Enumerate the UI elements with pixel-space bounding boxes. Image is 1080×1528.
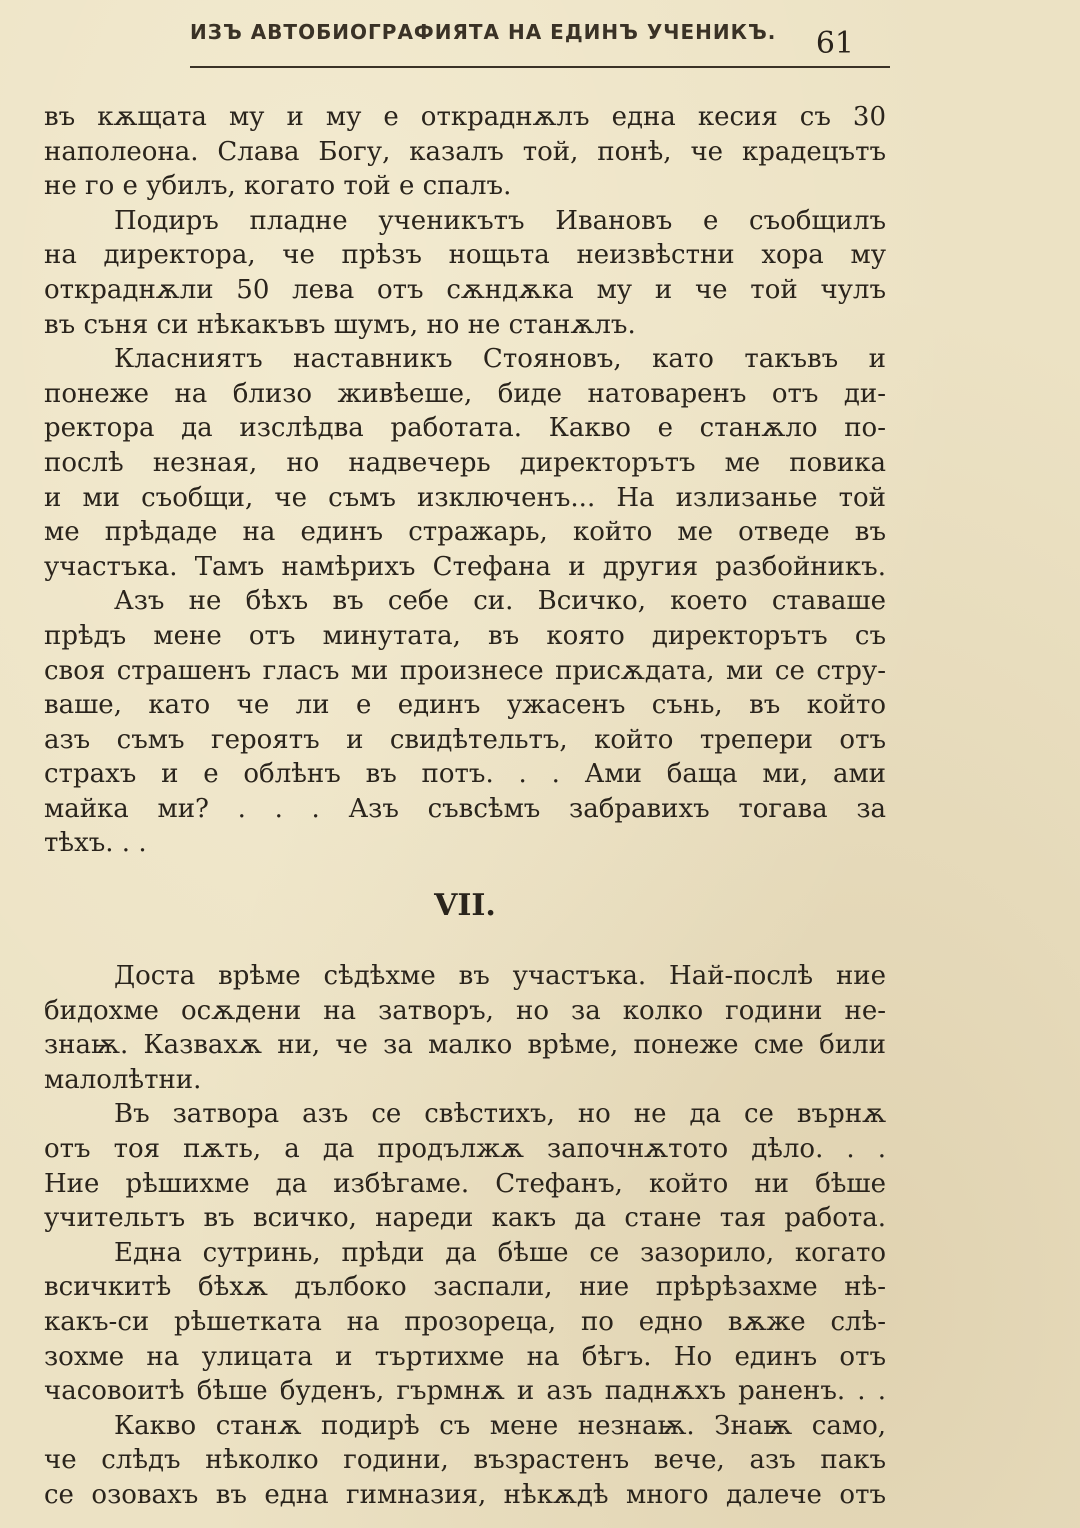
- text-line: Подиръ пладне ученикътъ Ивановъ е съобщилъ: [114, 205, 886, 236]
- text-line: Въ затвора азъ се свѣстихъ, но не да се върнѫ: [114, 1099, 886, 1130]
- text-line: Една сутринь, прѣди да бѣше се зазорило, когато: [114, 1237, 886, 1268]
- text-line: знаѭ. Казвахѫ ни, че за малко врѣме, понеже сме били: [44, 1030, 886, 1061]
- section-gap: [44, 943, 886, 959]
- text-line: малолѣтни.: [44, 1064, 202, 1095]
- text-line: и ми съобщи, че съмъ изключенъ... На излизанье той: [44, 482, 886, 513]
- text-line: азъ съмъ героятъ и свидѣтельтъ, който трепери отъ: [44, 724, 886, 755]
- text-line: въ кѫщата му и му е откраднѫлъ една кесия съ 30: [44, 102, 886, 132]
- text-line: послѣ незная, но надвечерь директорътъ ме повика: [44, 447, 886, 478]
- text-line: ме прѣдаде на единъ стражарь, който ме отведе въ: [44, 517, 886, 548]
- text-line: на директора, че прѣзъ нощьта неизвѣстни хора му: [44, 240, 886, 271]
- text-line: Ние рѣшихме да избѣгаме. Стефанъ, който ни бѣше: [44, 1168, 886, 1199]
- text-line: Класниятъ наставникъ Стояновъ, като такъвъ и: [114, 344, 886, 375]
- text-line: Доста врѣме сѣдѣхме въ участъка. Най-послѣ ние: [114, 961, 886, 992]
- text-line: понеже на близо живѣеше, биде натоваренъ отъ ди-: [44, 378, 886, 409]
- text-line: учительтъ въ всичко, нареди какъ да стане тая работа.: [44, 1203, 886, 1234]
- text-line: че слѣдъ нѣколко години, възрастенъ вече, азъ пакъ: [44, 1445, 886, 1476]
- text-line: бидохме осѫдени на затворъ, но за колко години не-: [44, 995, 886, 1026]
- page-body: [44, 100, 886, 1513]
- running-title: ИЗЪ АВТОБИОГРАФИЯТА НА ЕДИНЪ УЧЕНИКЪ.: [190, 20, 777, 44]
- text-line: ректора да изслѣдва работата. Какво е станѫло по-: [44, 413, 886, 444]
- text-line: страхъ и е облѣнъ въ потъ. . . Ами баща ми, ами: [44, 759, 886, 790]
- page-number: 61: [815, 26, 854, 61]
- section-heading: VII.: [434, 888, 496, 924]
- text-line: Азъ не бѣхъ въ себе си. Всичко, което ставаше: [114, 586, 886, 617]
- text-line: участъка. Тамъ намѣрихъ Стефана и другия разбойникъ.: [44, 551, 886, 582]
- text-line: майка ми? . . . Азъ съвсѣмъ забравихъ тогава за: [44, 793, 886, 824]
- text-line: ваше, като че ли е единъ ужасенъ сънь, въ който: [44, 690, 886, 721]
- text-line: не го е убилъ, когато той е спалъ.: [44, 171, 512, 202]
- text-line: зохме на улицата и търтихме на бѣгъ. Но единъ отъ: [44, 1341, 886, 1372]
- text-line: всичкитѣ бѣхѫ дълбоко заспали, ние прѣрѣзахме нѣ-: [44, 1272, 886, 1303]
- text-line: се озовахъ въ една гимназия, нѣкѫдѣ много далече отъ: [44, 1479, 886, 1510]
- text-line: какъ-си рѣшетката на прозореца, по едно вѫже слѣ-: [44, 1307, 886, 1337]
- text-line: часовоитѣ бѣше буденъ, гърмнѫ и азъ паднѫхъ раненъ. . .: [44, 1376, 886, 1407]
- text-line: своя страшенъ гласъ ми произнесе присѫдата, ми се стру-: [44, 655, 886, 686]
- text-line: тѣхъ. . .: [44, 828, 147, 859]
- text-line: прѣдъ мене отъ минутата, въ която директорътъ съ: [44, 620, 886, 651]
- text-line: отъ тоя пѫть, а да продължѫ започнѫтото дѣло. . .: [44, 1134, 886, 1165]
- text-line: откраднѫли 50 лева отъ сѫндѫка му и че той чулъ: [44, 274, 886, 305]
- page-header: [190, 14, 890, 68]
- text-line: въ съня си нѣкакъвъ шумъ, но не станѫлъ.: [44, 309, 636, 340]
- text-line: Какво станѫ подирѣ съ мене незнаѭ. Знаѭ само,: [114, 1410, 886, 1441]
- text-line: наполеона. Слава Богу, казалъ той, понѣ, че крадецътъ: [44, 136, 886, 167]
